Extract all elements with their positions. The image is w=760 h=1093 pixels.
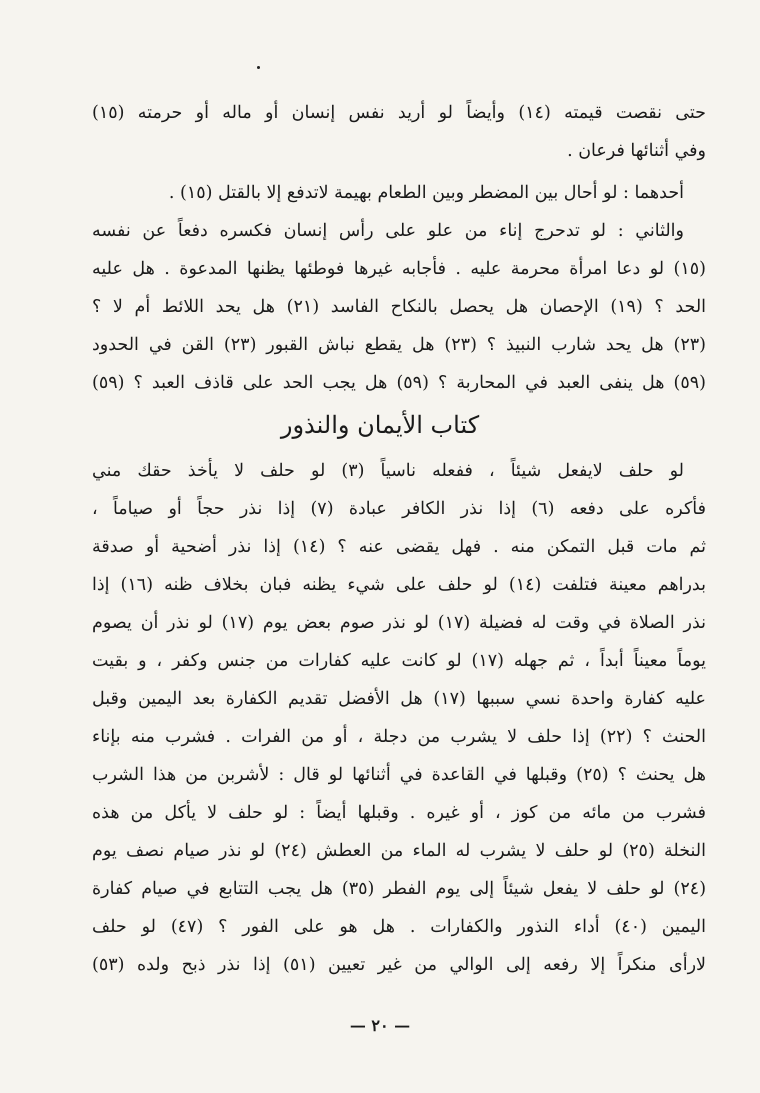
text-line: ثم مات قبل التمكن منه . فهل يقضى عنه ؟ (١٤) إذا نذر أضحية أو صدقة [92,537,706,557]
text-line: فأكره على دفعه (٦) إذا نذر الكافر عبادة (٧) إذا نذر حجاً أو صياماً ، [92,499,706,519]
paragraph-continued [92,94,706,170]
text-line: هل يحنث ؟ (٢٥) وقبلها في القاعدة في أثنائها لو قال : لأشربن من هذا الشرب [92,765,706,785]
text-line: يوماً معيناً أبداً ، ثم جهله (١٧) لو كانت عليه كفارات من جنس وكفر ، و بقيت [92,651,706,671]
text-line: الحد ؟ (١٩) الإحصان هل يحصل بالنكاح الفاسد (٢١) هل يحد اللائط أم لا ؟ [92,297,706,317]
paragraph-branches [92,174,706,402]
ink-speck [257,66,260,69]
section-heading: كتاب الأيمان والنذور [280,411,480,439]
text-line: عليه كفارة واحدة نسي سببها (١٧) هل الأفضل تقديم الكفارة بعد اليمين وقبل [92,689,706,709]
paragraph-oaths-vows [92,452,706,984]
text-line: لو حلف لايفعل شيئاً ، ففعله ناسياً (٣) لو حلف لا يأخذ حقك مني [92,461,684,481]
text-line: اليمين (٤٠) أداء النذور والكفارات . هل هو على الفور ؟ (٤٧) لو حلف [92,917,706,937]
text-line: بدراهم معينة فتلفت (١٤) لو حلف على شيء يظنه فبان بخلاف ظنه (١٦) إذا [92,575,706,595]
text-line: (١٥) لو دعا امرأة محرمة عليه . فأجابه غيرها فوطئها يظنها المدعوة . هل عليه [92,259,706,279]
text-line: حتى نقصت قيمته (١٤) وأيضاً لو أريد نفس إنسان أو ماله أو حرمته (١٥) [92,103,706,123]
text-line: (٢٤) لو حلف لا يفعل شيئاً إلى يوم الفطر (٣٥) هل يجب التتابع في صيام كفارة [92,879,706,899]
text-line: (٢٣) هل يحد شارب النبيذ ؟ (٢٣) هل يقطع نباش القبور (٢٣) القن في الحدود [92,335,706,355]
text-line: النخلة (٢٥) لو حلف لا يشرب له الماء من العطش (٢٤) لو نذر صيام نصف يوم [92,841,706,861]
page-number: — ٢٠ — [349,1016,411,1035]
text-line: الحنث ؟ (٢٢) إذا حلف لا يشرب من دجلة ، أو من الفرات . فشرب منه بإناء [92,727,706,747]
text-line: لارأى منكراً إلا رفعه إلى الوالي من غير تعيين (٥١) إذا نذر ذبح ولده (٥٣) [92,955,706,975]
text-line: نذر الصلاة في وقت له فضيلة (١٧) لو نذر صوم بعض يوم (١٧) لو نذر أن يصوم [92,613,706,633]
text-line: والثاني : لو تدحرج إناء من علو على رأس إنسان فكسره دفعاً عن نفسه [92,221,684,241]
text-line: فشرب من مائه من كوز ، أو غيره . وقبلها أيضاً : لو حلف لا يأكل من هذه [92,803,706,823]
text-line: وفي أثنائها فرعان . [567,141,706,161]
text-line: أحدهما : لو أحال بين المضطر وبين الطعام بهيمة لاتدفع إلا بالقتل (١٥) . [168,183,684,203]
text-line: (٥٩) هل ينفى العبد في المحاربة ؟ (٥٩) هل يجب الحد على قاذف العبد ؟ (٥٩) [92,373,706,393]
